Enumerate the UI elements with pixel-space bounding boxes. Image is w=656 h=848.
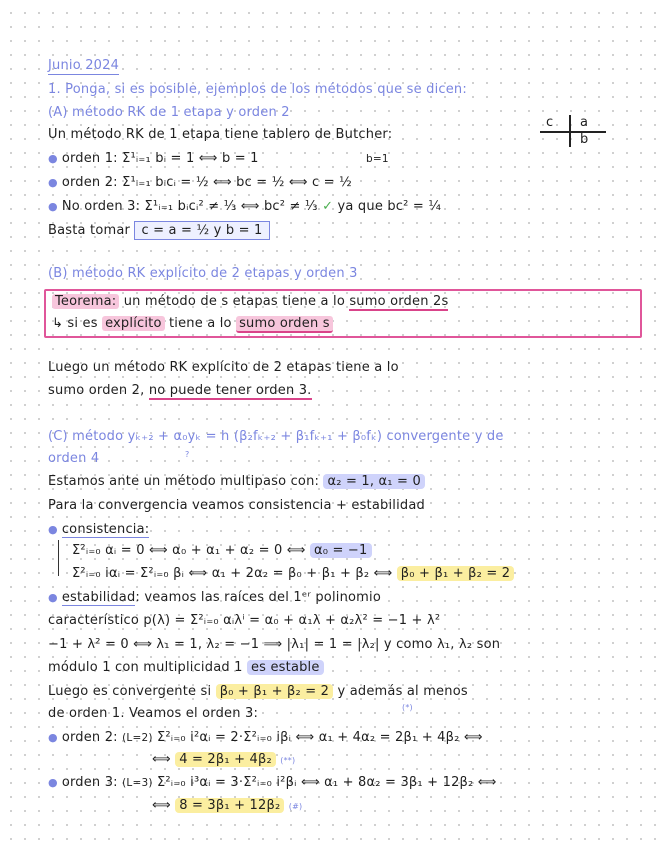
c-modulo-hl: es estable [247, 660, 324, 675]
iff-symbol: ⟺ [152, 752, 171, 767]
a-order3-post: ya que bc² = ¼ [337, 199, 442, 214]
c-ord2-eq: Σ²ᵢ₌₀ i²αᵢ = 2·Σ²ᵢ₌₀ iβᵢ ⟺ α₁ + 4α₂ = 2β₁ + 4β₂ ⟺ [156, 730, 483, 745]
b-line2-ul: no puede tener orden 3. [148, 383, 312, 398]
c-line1-pre: Estamos ante un método multipaso con: [48, 474, 320, 489]
c-modulo-pre: módulo 1 con multiplicidad 1 [48, 660, 243, 675]
c-cons1-pre: Σ²ᵢ₌₀ αᵢ = 0 ⟺ α₀ + α₁ + α₂ = 0 ⟺ [72, 543, 306, 558]
c-ord3-hl: 8 = 3β₁ + 12β₂ [175, 798, 284, 813]
consistency-bracket [58, 540, 65, 576]
b-line2-pre: sumo orden 2, [48, 383, 145, 398]
c-ord3-eq: Σ²ᵢ₌₀ i³αᵢ = 3·Σ²ᵢ₌₀ i²βᵢ ⟺ α₁ + 8α₂ = 3β₁ + 12β₂ ⟺ [156, 775, 497, 790]
date: Junio 2024 [48, 58, 120, 73]
part-c-title [48, 428, 504, 445]
bullet-icon: ● [48, 591, 58, 604]
a-take [48, 222, 270, 239]
tableau-b: b [580, 132, 589, 147]
c-cons1-hl: α₀ = −1 [310, 543, 372, 558]
c-ord3-result [152, 797, 302, 815]
c-ord2-label: orden 2: [61, 730, 118, 745]
c-conv-post: y además al menos [337, 684, 468, 699]
c-ord2-hl: 4 = 2β₁ + 4β₂ [175, 752, 276, 767]
a-order2 [48, 174, 352, 191]
c-line2: Para la convergencia veamos consistencia + estabilidad [48, 498, 425, 513]
tableau-c: c [546, 115, 554, 130]
c-line1-hl: α₂ = 1, α₁ = 0 [323, 474, 424, 489]
a-order3-text: No orden 3: Σ¹ᵢ₌₁ bᵢcᵢ² ≠ ⅓ ⟺ bc² ≠ ⅓ [61, 199, 318, 214]
part-c-line2: orden 4 [48, 451, 100, 466]
part-c-formula: yₖ₊₂ + α₀yₖ = h (β₂fₖ₊₂ + β₁fₖ₊₁ + β₀fₖ) [127, 429, 383, 444]
theorem-line1 [52, 293, 448, 310]
c-cons2-hl: β₀ + β₁ + β₂ = 2 [397, 566, 514, 581]
bullet-icon: ● [48, 152, 58, 165]
bullet-icon: ● [48, 776, 58, 789]
theorem-l1-pre: un método de s etapas tiene a lo [123, 294, 345, 309]
a-line1: Un método RK de 1 etapa tiene tablero de Butcher: [48, 127, 393, 142]
c-ord2-star: (**) [280, 756, 296, 765]
bullet-icon: ● [48, 731, 58, 744]
b-line1: Luego un método RK explícito de 2 etapas tiene a lo [48, 360, 399, 375]
c-ord2-result [152, 751, 295, 769]
a-order3 [48, 198, 441, 215]
c-ord3-note: (L=3) [122, 777, 153, 789]
theorem-l2-pre: ↳ si es [52, 316, 98, 331]
a-b-note: b=1 [366, 153, 389, 165]
b-line2 [48, 382, 312, 399]
bullet-icon: ● [48, 176, 58, 189]
c-conv-hl: β₀ + β₁ + β₂ = 2 [216, 684, 333, 699]
c-ord3-label: orden 3: [61, 775, 118, 790]
c-order-intro: de orden 1. Veamos el orden 3: [48, 706, 259, 721]
a-take-box: c = a = ½ y b = 1 [134, 221, 269, 240]
c-question-mark: ? [185, 450, 190, 459]
c-roots: −1 + λ² = 0 ⟺ λ₁ = 1, λ₂ = −1 ⟹ |λ₁| = 1 = |λ₂| y como λ₁, λ₂ son [48, 637, 501, 652]
butcher-tableau [540, 115, 608, 147]
c-cons2-pre: Σ²ᵢ₌₀ iαᵢ = Σ²ᵢ₌₀ βᵢ ⟺ α₁ + 2α₂ = β₀ + β₁ + β₂ ⟺ [72, 566, 393, 581]
c-ord3 [48, 774, 497, 792]
bullet-icon: ● [48, 200, 58, 213]
c-conv [48, 683, 468, 700]
theorem-l2-hl: explícito [102, 316, 165, 331]
c-modulo [48, 659, 324, 676]
c-star: (*) [402, 703, 413, 712]
c-line1 [48, 473, 425, 490]
part-b-title: (B) método RK explícito de 2 etapas y orden 3 [48, 266, 358, 281]
a-order2-text: orden 2: Σ¹ᵢ₌₁ bᵢcᵢ = ½ ⟺ bc = ½ ⟺ c = ½ [61, 175, 352, 190]
theorem-l1-ul: sumo orden 2s [349, 294, 449, 309]
c-ord2-note: (L=2) [122, 732, 153, 744]
theorem-label: Teorema: [52, 294, 119, 309]
c-cons1 [72, 542, 372, 559]
c-consistencia-label: consistencia: [61, 522, 150, 537]
c-cons2 [72, 565, 514, 582]
theorem-l2-ul: sumo orden s [236, 316, 333, 333]
a-take-pre: Basta tomar [48, 223, 131, 238]
c-conv-pre: Luego es convergente si [48, 684, 212, 699]
part-c-post: convergente y de [386, 429, 504, 444]
tableau-a: a [580, 115, 588, 130]
theorem-line2 [52, 315, 333, 332]
c-ord2 [48, 729, 483, 747]
a-order1-text: orden 1: Σ¹ᵢ₌₁ bᵢ = 1 ⟺ b = 1 [61, 151, 259, 166]
part-c-pre: (C) método [48, 429, 124, 444]
exercise-title: 1. Ponga, si es posible, ejemplos de los métodos que se dicen: [48, 82, 467, 97]
tableau-horizontal-line [540, 131, 606, 133]
c-estab-text: : veamos las raíces del 1ᵉʳ polinomio [135, 590, 381, 605]
iff-symbol: ⟺ [152, 798, 171, 813]
a-order1 [48, 150, 259, 167]
check-icon: ✓ [322, 199, 334, 214]
part-a-title: (A) método RK de 1 etapa y orden 2 [48, 105, 290, 120]
c-charpoly: característico p(λ) = Σ²ᵢ₌₀ αᵢλⁱ = α₀ + α₁λ + α₂λ² = −1 + λ² [48, 613, 441, 628]
c-consistencia [48, 521, 149, 538]
c-ord3-star: (#) [288, 802, 303, 811]
c-estabilidad-label: estabilidad [61, 590, 136, 605]
bullet-icon: ● [48, 523, 58, 536]
c-estabilidad [48, 589, 381, 606]
theorem-l2-mid: tiene a lo [168, 316, 232, 331]
